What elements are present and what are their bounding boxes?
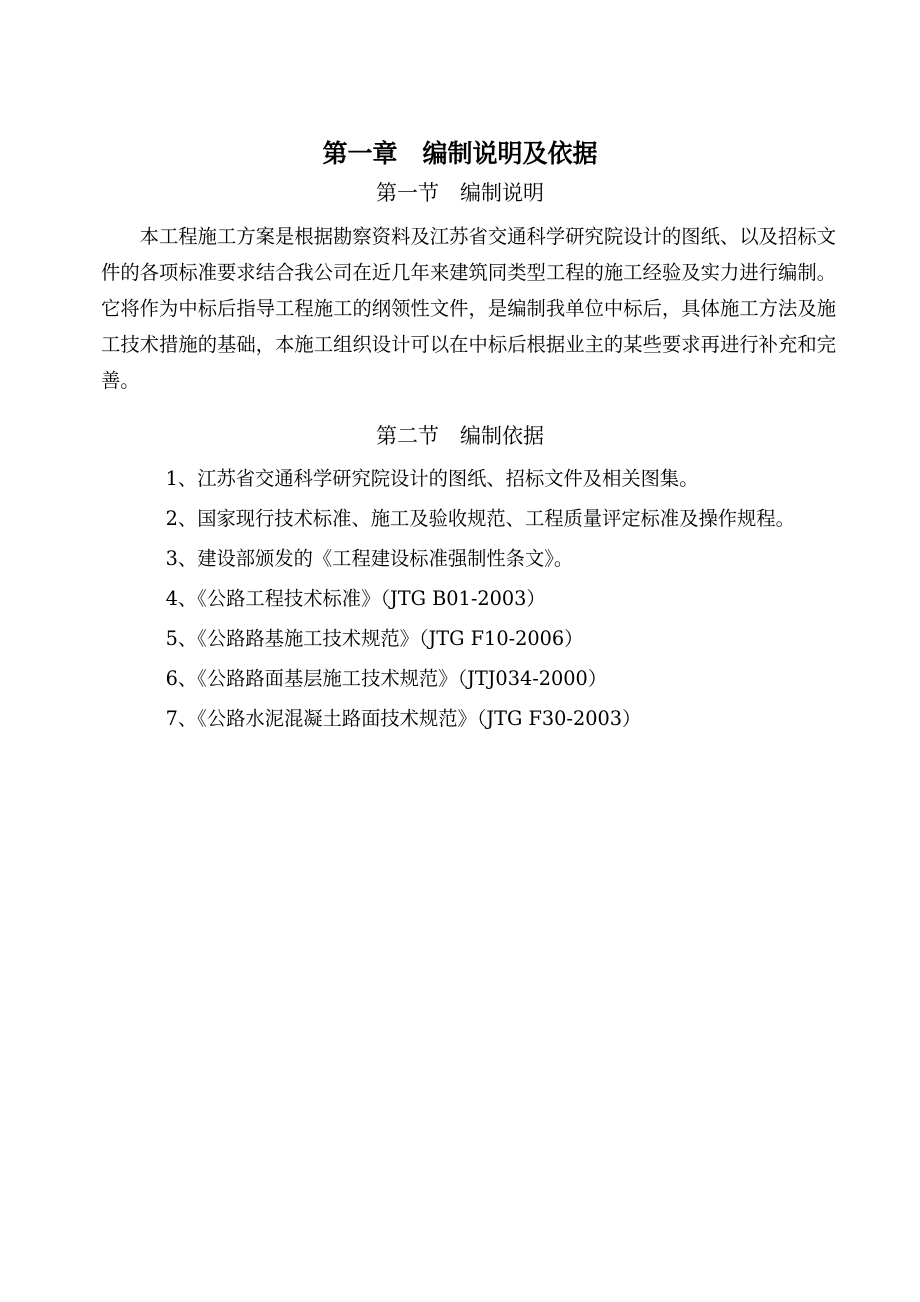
basis-item: 6、《公路路面基层施工技术规范》（JTJ034-2000） <box>165 667 608 690</box>
basis-item: 1、江苏省交通科学研究院设计的图纸、招标文件及相关图集。 <box>165 467 699 490</box>
basis-item: 2、国家现行技术标准、施工及验收规范、工程质量评定标准及操作规程。 <box>165 507 795 530</box>
basis-item: 3、建设部颁发的《工程建设标准强制性条文》。 <box>165 547 574 570</box>
chapter-title: 第一章 编制说明及依据 <box>322 139 598 168</box>
compilation-notes-paragraph: 本工程施工方案是根据勘察资料及江苏省交通科学研究院设计的图纸、以及招标文件的各项标准要求结合我公司在近几年来建筑同类型工程的施工经验及实力进行编制。它将作为中标后指导工程施工的纲领性文件，是编制我单位中标后，具体施工方法及施工技术措施的基础，本施工组织设计可以在中标后根据业主的某些要求再进行补充和完善。 <box>101 225 836 392</box>
basis-item: 4、《公路工程技术标准》（JTG B01-2003） <box>165 587 546 610</box>
basis-item: 7、《公路水泥混凝土路面技术规范》（JTG F30-2003） <box>165 707 642 730</box>
basis-item: 5、《公路路基施工技术规范》（JTG F10-2006） <box>165 627 584 650</box>
section-title-compilation-basis: 第二节 编制依据 <box>376 424 544 448</box>
section-title-compilation-notes: 第一节 编制说明 <box>376 181 544 205</box>
compilation-basis-list <box>101 461 826 741</box>
